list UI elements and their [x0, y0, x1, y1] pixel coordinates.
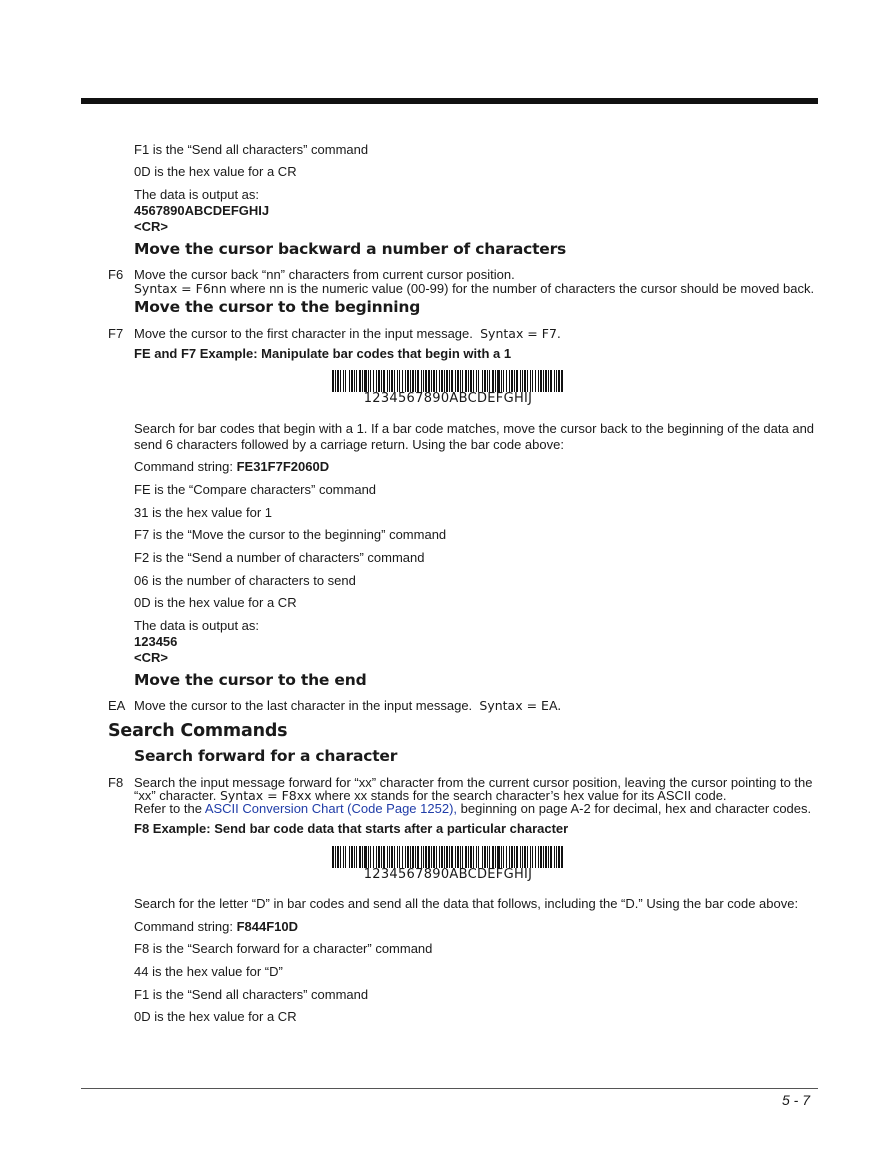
barcode-bar [530, 846, 531, 868]
barcode-bar [532, 370, 533, 392]
barcode-bar [543, 846, 544, 868]
barcode-bar [495, 846, 496, 868]
barcode-bar [451, 370, 453, 392]
barcode-bar [337, 370, 339, 392]
barcode-bar [391, 846, 393, 868]
barcode-bar [503, 846, 504, 868]
barcode-bar [368, 370, 369, 392]
barcode-bar [354, 370, 355, 392]
reference-prefix: Refer to the [134, 801, 205, 816]
barcode-bar [391, 370, 393, 392]
barcode-bar [423, 846, 424, 868]
example2-title: F8 Example: Send bar code data that starts after a particular character [134, 821, 569, 836]
barcode-bar [465, 846, 467, 868]
barcode-bar [389, 370, 390, 392]
barcode-bar [389, 846, 390, 868]
barcode-bar [550, 846, 552, 868]
command-code-ea: EA [108, 698, 126, 713]
barcode-bar [548, 846, 549, 868]
f6-description: Move the cursor back “nn” characters from current cursor position. [134, 267, 515, 282]
example1-output-value: 123456 [134, 634, 178, 649]
barcode-bar [548, 370, 549, 392]
barcode-bar [451, 846, 453, 868]
barcode-bar [468, 846, 469, 868]
reference-suffix: beginning on page A-2 for decimal, hex and character codes. [457, 801, 812, 816]
barcode-bar [545, 370, 547, 392]
f6-syntax: Syntax = F6nn [134, 281, 227, 296]
barcode-bar [370, 846, 371, 868]
cr-description: 0D is the hex value for a CR [134, 164, 297, 179]
example1-line: F7 is the “Move the cursor to the beginning” command [134, 527, 447, 542]
barcode-bar [364, 370, 367, 392]
barcode-bar [535, 846, 536, 868]
f8-desc-line2-b: where xx stands for the search character’s hex value for its ASCII code. [311, 788, 727, 803]
barcode-bar [457, 846, 459, 868]
f8-syntax: Syntax = F8xx [219, 788, 312, 803]
barcode-bar [556, 846, 557, 868]
example1-line: 0D is the hex value for a CR [134, 595, 297, 610]
barcode-bar [397, 370, 398, 392]
barcode-bar [470, 846, 472, 868]
barcode-bar [509, 370, 510, 392]
command-value: F844F10D [236, 919, 299, 934]
barcode-bar [457, 370, 459, 392]
barcode-bar [441, 846, 443, 868]
barcode-bar [370, 370, 371, 392]
barcode-bar [362, 370, 363, 392]
heading-search-commands: Search Commands [108, 721, 288, 741]
barcode-bar [538, 846, 539, 868]
barcode-bar [495, 370, 496, 392]
barcode-bar [524, 846, 526, 868]
barcode-bar [460, 370, 461, 392]
barcode-bar [439, 846, 440, 868]
example1-output-cr: <CR> [134, 650, 168, 665]
barcode-bar [428, 370, 430, 392]
ea-description: Move the cursor to the last character in the input message. [134, 698, 473, 713]
example1-title: FE and F7 Example: Manipulate bar codes that begin with a 1 [134, 346, 512, 361]
barcode-bar [473, 370, 474, 392]
heading-move-beginning: Move the cursor to the beginning [134, 298, 421, 316]
barcode-bar [530, 370, 531, 392]
barcode-bar [421, 370, 422, 392]
example2-line: F8 is the “Search forward for a character” command [134, 941, 433, 956]
barcode-bar [402, 370, 403, 392]
example1-output-intro: The data is output as: [134, 618, 260, 633]
barcode-bar [394, 846, 395, 868]
f8-desc-line2-a: “xx” character. [134, 788, 220, 803]
barcode-bar [433, 846, 435, 868]
barcode-bar [381, 370, 382, 392]
barcode-bar [520, 370, 521, 392]
barcode-bar [412, 846, 414, 868]
barcode-bar [476, 846, 477, 868]
barcode-bar [349, 846, 350, 868]
barcode-bar [470, 370, 472, 392]
barcode-bar [476, 370, 477, 392]
barcode-bar [449, 370, 450, 392]
barcode-bar [431, 846, 432, 868]
barcode-bar [421, 846, 422, 868]
barcode-bar [522, 370, 523, 392]
barcode-bar [345, 370, 346, 392]
barcode-bar [351, 846, 353, 868]
barcode-bar [540, 846, 542, 868]
barcode-bar [362, 846, 363, 868]
command-label: Command string: [134, 919, 237, 934]
barcode-bar [487, 846, 488, 868]
barcode-bar [397, 846, 398, 868]
barcode-bar [545, 846, 547, 868]
barcode-1-bars [332, 370, 564, 392]
barcode-bar [509, 846, 510, 868]
barcode-bar [337, 846, 339, 868]
barcode-bar [417, 846, 419, 868]
barcode-bar [487, 370, 488, 392]
barcode-bar [354, 846, 355, 868]
barcode-bar [343, 370, 344, 392]
barcode-bar [535, 370, 536, 392]
barcode-bar [399, 846, 400, 868]
barcode-bar [489, 846, 490, 868]
barcode-bar [460, 846, 461, 868]
barcode-bar [351, 370, 353, 392]
barcode-bar [522, 846, 523, 868]
barcode-bar [532, 846, 533, 868]
barcode-bar [439, 370, 440, 392]
barcode-bar [332, 370, 334, 392]
barcode-bar [335, 846, 336, 868]
barcode-2-text: 1234567890ABCDEFGHIJ [363, 867, 533, 882]
barcode-bar [364, 846, 367, 868]
barcode-bar [412, 370, 414, 392]
barcode-bar [376, 370, 377, 392]
barcode-bar [497, 846, 500, 868]
example1-line: 06 is the number of characters to send [134, 573, 356, 588]
barcode-bar [473, 846, 474, 868]
barcode-bar [425, 370, 427, 392]
footer-rule [81, 1088, 818, 1089]
barcode-bar [387, 846, 388, 868]
barcode-bar [335, 370, 336, 392]
barcode-bar [527, 370, 528, 392]
barcode-bar [407, 370, 409, 392]
barcode-bar [501, 846, 502, 868]
f1-description: F1 is the “Send all characters” command [134, 142, 369, 157]
barcode-bar [511, 370, 513, 392]
barcode-bar [561, 846, 563, 868]
barcode-bar [415, 846, 416, 868]
example1-desc-line1: Search for bar codes that begin with a 1. If a bar code matches, move the cursor back to the beginning of the data and [134, 421, 815, 436]
barcode-bar [468, 370, 469, 392]
example2-desc: Search for the letter “D” in bar codes and send all the data that follows, including the “D.” Using the bar code above: [134, 896, 799, 911]
barcode-bar [543, 370, 544, 392]
f6-syntax-desc: where nn is the numeric value (00-99) for the number of characters the cursor should be moved back. [226, 281, 815, 296]
f6-syntax-line [134, 281, 814, 297]
example2-line: 44 is the hex value for “D” [134, 964, 283, 979]
barcode-bar [561, 370, 563, 392]
heading-move-end: Move the cursor to the end [134, 671, 367, 689]
barcode-bar [538, 370, 539, 392]
barcode-bar [484, 846, 486, 868]
output-intro: The data is output as: [134, 187, 260, 202]
output-cr: <CR> [134, 219, 168, 234]
barcode-bar [465, 370, 467, 392]
barcode-bar [489, 370, 490, 392]
barcode-bar [410, 846, 411, 868]
barcode-bar [441, 370, 443, 392]
barcode-bar [462, 846, 463, 868]
barcode-bar [356, 846, 357, 868]
barcode-bar [514, 846, 515, 868]
f8-desc-line1: Search the input message forward for “xx” character from the current cursor position, leaving the cursor pointing to the [134, 775, 813, 790]
barcode-bar [449, 846, 450, 868]
barcode-bar [376, 846, 377, 868]
barcode-bar [492, 370, 494, 392]
example2-command [134, 919, 298, 935]
barcode-bar [455, 370, 456, 392]
barcode-bar [378, 370, 380, 392]
barcode-bar [402, 846, 403, 868]
barcode-bar [527, 846, 528, 868]
barcode-bar [383, 846, 385, 868]
barcode-bar [514, 370, 515, 392]
example1-line: F2 is the “Send a number of characters” command [134, 550, 425, 565]
barcode-bar [554, 846, 555, 868]
barcode-bar [405, 846, 406, 868]
command-code-f6: F6 [108, 267, 124, 282]
barcode-bar [516, 846, 518, 868]
ea-syntax: Syntax = EA. [479, 698, 562, 713]
barcode-bar [417, 370, 419, 392]
barcode-bar [478, 370, 479, 392]
barcode-bar [345, 846, 346, 868]
barcode-bar [405, 370, 406, 392]
barcode-bar [501, 370, 502, 392]
ea-description-line [134, 698, 561, 714]
barcode-bar [506, 846, 507, 868]
barcode-bar [478, 846, 479, 868]
barcode-bar [497, 370, 500, 392]
example1-desc-line2: send 6 characters followed by a carriage return. Using the bar code above: [134, 437, 564, 452]
barcode-bar [387, 370, 388, 392]
barcode-bar [554, 370, 555, 392]
barcode-bar [524, 370, 526, 392]
barcode-bar [444, 370, 445, 392]
command-value: FE31F7F2060D [236, 459, 330, 474]
example2-line: 0D is the hex value for a CR [134, 1009, 297, 1024]
barcode-bar [415, 370, 416, 392]
barcode-1 [332, 370, 564, 406]
barcode-bar [359, 846, 361, 868]
barcode-bar [428, 846, 430, 868]
barcode-bar [492, 846, 494, 868]
example1-line: 31 is the hex value for 1 [134, 505, 273, 520]
heading-search-forward: Search forward for a character [134, 747, 398, 765]
command-label: Command string: [134, 459, 237, 474]
ascii-chart-link[interactable]: ASCII Conversion Chart (Code Page 1252), [204, 801, 458, 816]
barcode-bar [436, 370, 437, 392]
barcode-bar [550, 370, 552, 392]
barcode-bar [436, 846, 437, 868]
barcode-1-text: 1234567890ABCDEFGHIJ [363, 391, 533, 406]
barcode-bar [558, 846, 560, 868]
barcode-bar [558, 370, 560, 392]
barcode-bar [343, 846, 344, 868]
barcode-bar [482, 846, 483, 868]
output-value: 4567890ABCDEFGHIJ [134, 203, 270, 218]
heading-move-backward: Move the cursor backward a number of characters [134, 240, 567, 258]
f7-syntax: Syntax = F7. [480, 326, 561, 341]
barcode-bar [410, 370, 411, 392]
barcode-bar [378, 846, 380, 868]
barcode-bar [540, 370, 542, 392]
barcode-bar [381, 846, 382, 868]
barcode-bar [431, 370, 432, 392]
command-code-f7: F7 [108, 326, 124, 341]
f7-description-line [134, 326, 561, 342]
barcode-bar [407, 846, 409, 868]
barcode-bar [444, 846, 445, 868]
barcode-bar [373, 370, 374, 392]
barcode-bar [516, 370, 518, 392]
barcode-bar [423, 370, 424, 392]
page-number: 5 - 7 [781, 1092, 810, 1108]
example1-command [134, 459, 329, 475]
example1-line: FE is the “Compare characters” command [134, 482, 377, 497]
f8-reference [134, 801, 811, 817]
barcode-bar [399, 370, 400, 392]
example2-line: F1 is the “Send all characters” command [134, 987, 369, 1002]
f7-description: Move the cursor to the first character in the input message. [134, 326, 473, 341]
barcode-bar [482, 370, 483, 392]
barcode-bar [383, 370, 385, 392]
barcode-2 [332, 846, 564, 882]
command-code-f8: F8 [108, 775, 124, 790]
barcode-bar [455, 846, 456, 868]
barcode-bar [373, 846, 374, 868]
barcode-bar [356, 370, 357, 392]
barcode-bar [359, 370, 361, 392]
barcode-bar [503, 370, 504, 392]
barcode-bar [484, 370, 486, 392]
barcode-bar [433, 370, 435, 392]
barcode-bar [556, 370, 557, 392]
barcode-bar [425, 846, 427, 868]
barcode-bar [368, 846, 369, 868]
barcode-bar [520, 846, 521, 868]
barcode-bar [349, 370, 350, 392]
barcode-bar [394, 370, 395, 392]
barcode-bar [332, 846, 334, 868]
barcode-bar [446, 370, 448, 392]
barcode-bar [340, 846, 341, 868]
header-rule [81, 98, 818, 104]
barcode-bar [446, 846, 448, 868]
barcode-bar [511, 846, 513, 868]
barcode-bar [462, 370, 463, 392]
barcode-bar [340, 370, 341, 392]
barcode-bar [506, 370, 507, 392]
barcode-2-bars [332, 846, 564, 868]
